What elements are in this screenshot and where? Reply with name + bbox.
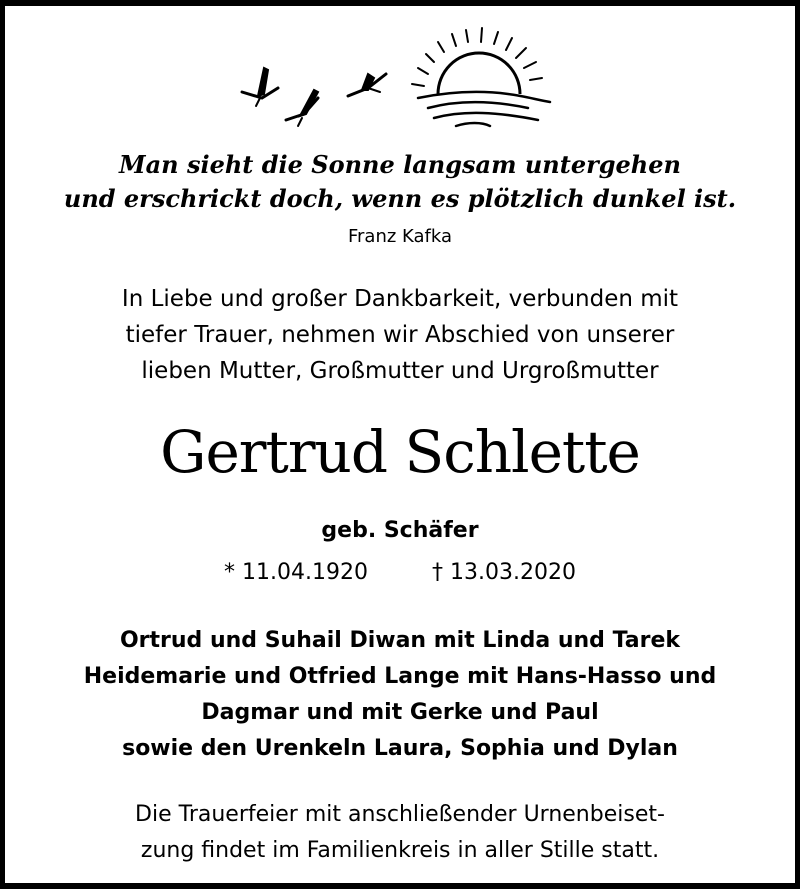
- quote-line-1: Man sieht die Sonne langsam untergehen: [119, 150, 681, 179]
- maiden-name: geb. Schäfer: [321, 518, 479, 543]
- deceased-name: Gertrud Schlette: [160, 418, 640, 486]
- notice-line-1: Die Trauerfeier mit anschließender Urnenbeiset-: [135, 802, 665, 827]
- life-dates: [0, 560, 800, 585]
- sunset-with-birds-icon: [228, 22, 568, 142]
- family-line-4: sowie den Urenkeln Laura, Sophia und Dylan: [122, 736, 678, 761]
- quote-author: Franz Kafka: [347, 226, 453, 247]
- family-line-1: Ortrud und Suhail Diwan mit Linda und Tarek: [119, 628, 681, 653]
- quote-line-2: und erschrickt doch, wenn es plötzlich dunkel ist.: [63, 184, 737, 213]
- birth-date: * 11.04.1920: [224, 560, 368, 585]
- intro-line-1: In Liebe und großer Dankbarkeit, verbunden mit: [121, 286, 679, 312]
- intro-line-3: lieben Mutter, Großmutter und Urgroßmutter: [141, 358, 659, 384]
- death-date: † 13.03.2020: [432, 560, 576, 585]
- intro-line-2: tiefer Trauer, nehmen wir Abschied von unserer: [125, 322, 675, 348]
- notice-line-2: zung findet im Familienkreis in aller Stille statt.: [140, 838, 660, 863]
- family-line-2: Heidemarie und Otfried Lange mit Hans-Hasso und: [83, 664, 717, 689]
- family-line-3: Dagmar und mit Gerke und Paul: [201, 700, 599, 725]
